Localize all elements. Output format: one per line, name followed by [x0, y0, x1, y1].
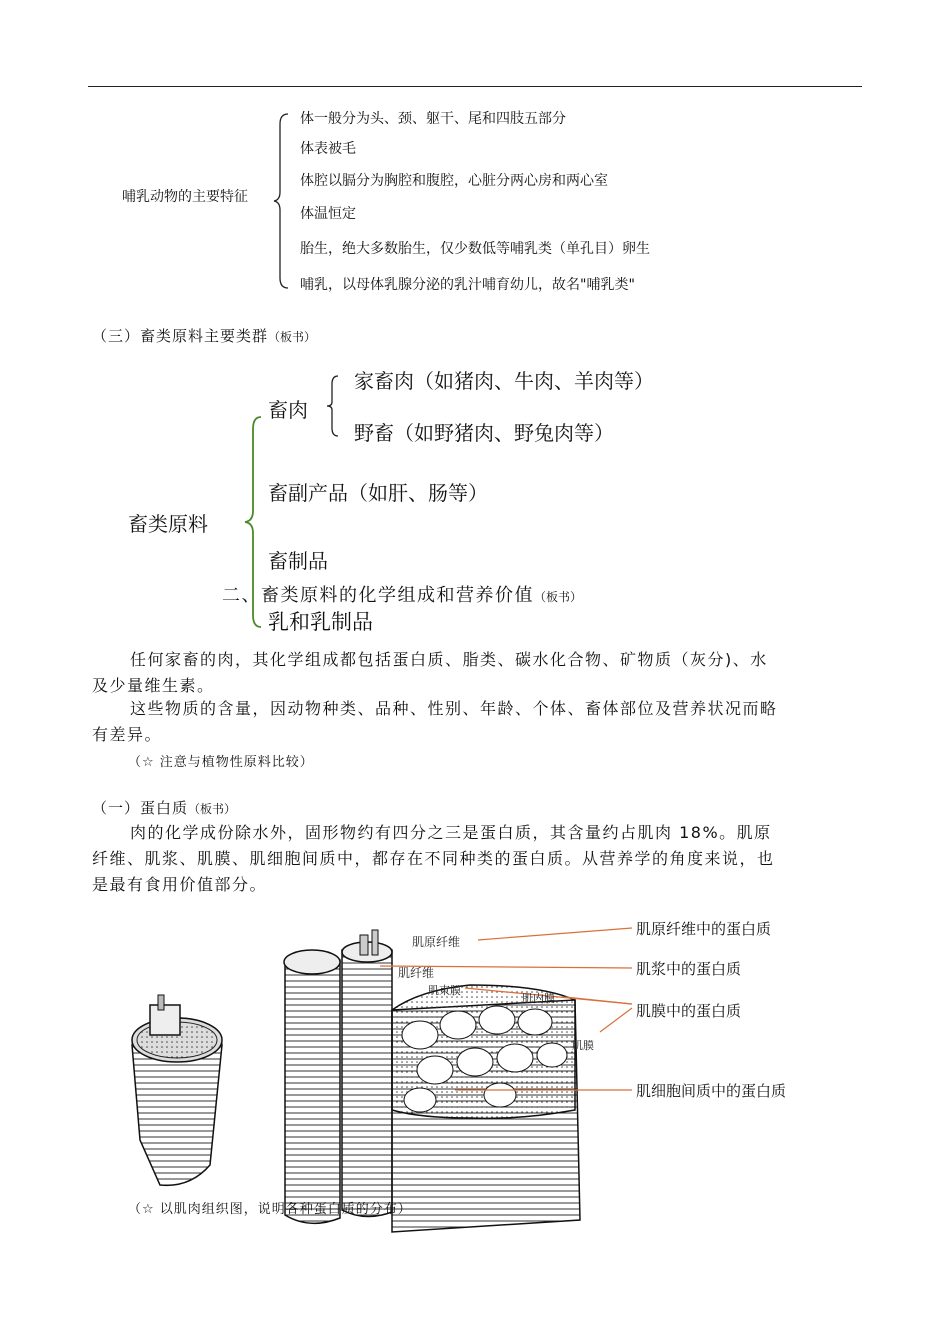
mammal-item: 哺乳，以母体乳腺分泌的乳汁哺育幼儿，故名"哺乳类" — [300, 277, 635, 293]
paragraph: 任何家畜的肉，其化学组成都包括蛋白质、脂类、碳水化合物、矿物质（灰分)、水及少量维生素。 — [92, 650, 768, 695]
mammal-item: 体表被毛 — [300, 141, 356, 157]
figure-inner-label: 肌膜 — [572, 1039, 594, 1052]
tree-meat-child: 家畜肉（如猪肉、牛肉、羊肉等） — [354, 369, 654, 393]
tree-products: 畜制品 — [268, 549, 328, 573]
figure-inner-label: 肌原纤维 — [412, 935, 461, 949]
tree-dairy: 乳和乳制品 — [268, 610, 373, 634]
tree-root: 畜类原料 — [128, 512, 208, 536]
figure-inner-label: 肌内膜 — [522, 992, 555, 1005]
protein-paragraph: 肉的化学成份除水外，固形物约有四分之三是蛋白质，其含量约占肌肉 18%。肌原纤维、肌浆、肌膜、肌细胞间质中，都存在不同种类的蛋白质。从营养学的角度来说，也是最有食用价值部分。 — [92, 823, 775, 894]
tree-byproduct: 畜副产品（如肝、肠等） — [268, 481, 488, 505]
section-two-title: 二、畜类原料的化学组成和营养价值 — [222, 585, 534, 606]
mammal-title: 哺乳动物的主要特征 — [122, 189, 248, 205]
section3-title: （三）畜类原料主要类群 — [92, 327, 269, 345]
figure-inner-label: 肌纤维 — [398, 966, 435, 980]
section3-note: （板书） — [268, 330, 317, 344]
callout-interstitial-protein: 肌细胞间质中的蛋白质 — [636, 1082, 787, 1100]
callout-membrane-protein: 肌膜中的蛋白质 — [636, 1002, 742, 1020]
figure-caption: （☆ 以肌肉组织图，说明各种蛋白质的分布） — [128, 1202, 412, 1217]
figure-inner-label: 肌束膜 — [428, 984, 461, 997]
paragraph: 这些物质的含量，因动物种类、品种、性别、年龄、个体、畜体部位及营养状况而略有差异。 — [92, 699, 778, 744]
mammal-item: 体一般分为头、颈、躯干、尾和四肢五部分 — [300, 111, 566, 127]
tree-meat-child: 野畜（如野猪肉、野兔肉等） — [354, 421, 614, 445]
fiber-bundle-drawing — [132, 995, 222, 1185]
protein-note: （板书） — [188, 802, 237, 816]
section-two-note: （板书） — [534, 590, 583, 604]
mammal-item: 体温恒定 — [300, 206, 356, 222]
mammal-item: 体腔以膈分为胸腔和腹腔，心脏分两心房和两心室 — [300, 173, 608, 189]
tree-meat: 畜肉 — [268, 398, 308, 422]
mammal-item: 胎生，绝大多数胎生，仅少数低等哺乳类（单孔目）卵生 — [300, 241, 650, 257]
callout-myofibril-protein: 肌原纤维中的蛋白质 — [636, 920, 772, 938]
protein-title: （一）蛋白质 — [92, 799, 189, 817]
compare-note: （☆ 注意与植物性原料比较） — [128, 755, 314, 770]
callout-sarcoplasm-protein: 肌浆中的蛋白质 — [636, 960, 742, 978]
